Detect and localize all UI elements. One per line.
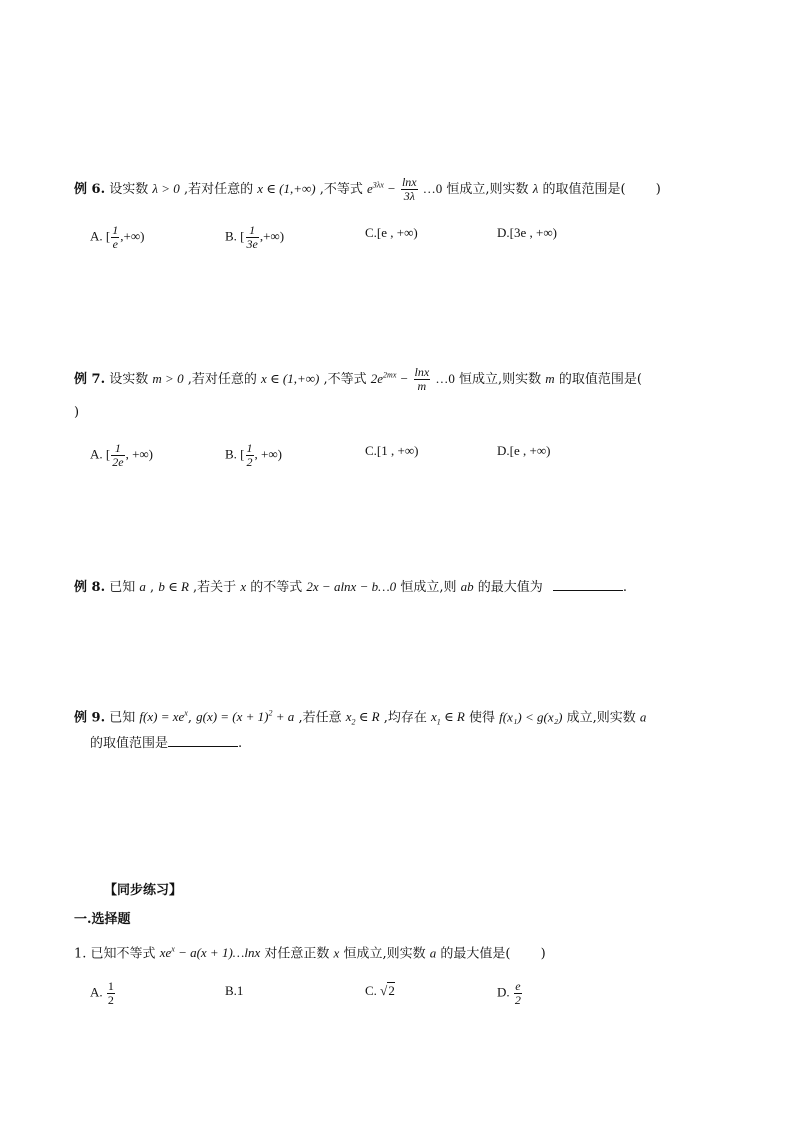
stem-text: 恒成立,则实数 xyxy=(446,182,529,197)
variable: x xyxy=(333,945,340,961)
question-1-option-a[interactable]: A. $\frac{1}{2}$ xyxy=(90,979,114,1007)
condition: x ∈ (1,+∞) xyxy=(257,181,316,196)
stem-text: 恒成立,则实数 xyxy=(343,946,426,962)
stem-text: ,不等式 xyxy=(323,372,367,387)
stem-text: 已知 xyxy=(109,580,136,595)
stem-text: 设实数 xyxy=(109,182,149,197)
stem-text: 成立,则实数 xyxy=(566,710,636,726)
stem-text: ,若任意 xyxy=(298,710,342,726)
example-6-option-b[interactable]: B. [ $\frac{1}{3e}$ ,+∞) xyxy=(225,223,285,251)
question-1-option-b[interactable]: B.1 xyxy=(225,983,244,998)
stem-text: ,若对任意的 xyxy=(187,372,257,387)
example-7-option-b[interactable]: B. [ $\frac{1}{2}$ , +∞) xyxy=(225,441,282,469)
example-7-option-c[interactable]: C.[1 , +∞) xyxy=(365,443,419,458)
variable: a xyxy=(639,709,647,725)
fraction: $\frac{\ln x}{3\lambda}$ xyxy=(401,175,417,203)
example-6-option-a[interactable]: A. [ $\frac{1}{e}$ ,+∞) xyxy=(90,223,145,251)
period: . xyxy=(622,580,628,595)
question-1-option-d[interactable]: D. $\frac{e}{2}$ xyxy=(497,979,521,1007)
condition: $x_1$ ∈ R xyxy=(431,709,465,727)
sqrt-icon: √ xyxy=(380,983,388,998)
example-label: 例 9. xyxy=(74,710,106,726)
example-8-stem xyxy=(74,578,627,597)
inequality: $xe^x - a(x$ + 1)…lnx xyxy=(159,945,261,961)
variable: ab xyxy=(460,579,474,594)
inequality: f(x₁) < g(x₂) xyxy=(499,709,563,725)
stem-text: 的取值范围是( xyxy=(542,182,626,197)
stem-text: 的最大值为 xyxy=(477,580,543,595)
answer-paren: ) xyxy=(540,946,546,962)
stem-text: ,若对任意的 xyxy=(183,182,254,197)
period: . xyxy=(238,736,243,751)
fraction: $\frac{\ln x}{m}$ xyxy=(414,365,430,393)
stem-text: 恒成立,则实数 xyxy=(459,372,542,387)
example-6-option-d[interactable]: D.[3e , +∞) xyxy=(497,225,557,240)
stem-text: 对任意正数 xyxy=(264,946,330,962)
stem-text: 已知 xyxy=(109,710,136,726)
condition: b ∈ R xyxy=(158,579,189,594)
stem-text: 恒成立,则 xyxy=(400,580,457,595)
example-6-option-c[interactable]: C.[e , +∞) xyxy=(365,225,418,240)
example-9-line2 xyxy=(90,734,242,753)
stem-text: 使得 xyxy=(469,710,496,726)
answer-blank[interactable] xyxy=(553,578,623,591)
example-7-option-d[interactable]: D.[e , +∞) xyxy=(497,443,551,458)
condition: m > 0 xyxy=(152,371,184,386)
variable: a xyxy=(139,579,146,594)
stem-text: ,若关于 xyxy=(193,580,237,595)
stem-text: 的取值范围是( xyxy=(558,372,642,387)
example-label: 例 8. xyxy=(74,580,106,595)
stem-text: ,均存在 xyxy=(383,710,427,726)
example-9-stem xyxy=(74,705,646,732)
stem-text: 已知不等式 xyxy=(90,946,156,962)
stem-text: 的最大值是( xyxy=(440,946,511,962)
answer-paren: ) xyxy=(74,405,80,420)
stem-text: 的不等式 xyxy=(250,580,303,595)
example-label: 例 7. xyxy=(74,372,106,387)
example-6-stem xyxy=(74,176,661,203)
question-1-option-c[interactable]: C. √2 xyxy=(365,983,395,998)
condition: x ∈ (1,+∞) xyxy=(261,371,320,386)
stem-text: ,不等式 xyxy=(319,182,363,197)
stem-text: , xyxy=(150,580,155,595)
practice-heading: 【同步练习】 xyxy=(104,883,183,898)
relation: …0 xyxy=(435,371,455,386)
g-definition: $g(x) = (x + 1)^2 + a$ xyxy=(196,709,295,725)
stem-text: 设实数 xyxy=(109,372,149,387)
condition: λ > 0 xyxy=(152,181,180,196)
answer-paren: ) xyxy=(655,182,661,197)
example-7-stem xyxy=(74,366,642,393)
question-number: 1. xyxy=(74,946,87,962)
variable: m xyxy=(545,371,555,386)
relation: …0 xyxy=(422,181,443,196)
question-1-stem xyxy=(74,941,546,963)
inequality: $2e^{2mx}$ − xyxy=(370,370,409,386)
inequality: 2x − alnx − b…0 xyxy=(306,579,397,594)
example-label: 例 6. xyxy=(74,182,106,197)
answer-blank[interactable] xyxy=(168,734,238,747)
example-7-option-a[interactable]: A. [ $\frac{1}{2e}$ , +∞) xyxy=(90,441,153,469)
variable: λ xyxy=(532,181,539,196)
stem-text: 的取值范围是 xyxy=(90,736,169,751)
variable: a xyxy=(429,945,437,961)
variable: x xyxy=(240,579,247,594)
inequality: $e^{3\lambda x}$ − xyxy=(367,180,396,196)
section-heading: 一.选择题 xyxy=(74,912,131,927)
f-definition: $f(x) = xe^x$ xyxy=(139,709,188,725)
condition: $x_2$ ∈ R xyxy=(345,709,380,727)
stem-text: , xyxy=(187,710,192,726)
